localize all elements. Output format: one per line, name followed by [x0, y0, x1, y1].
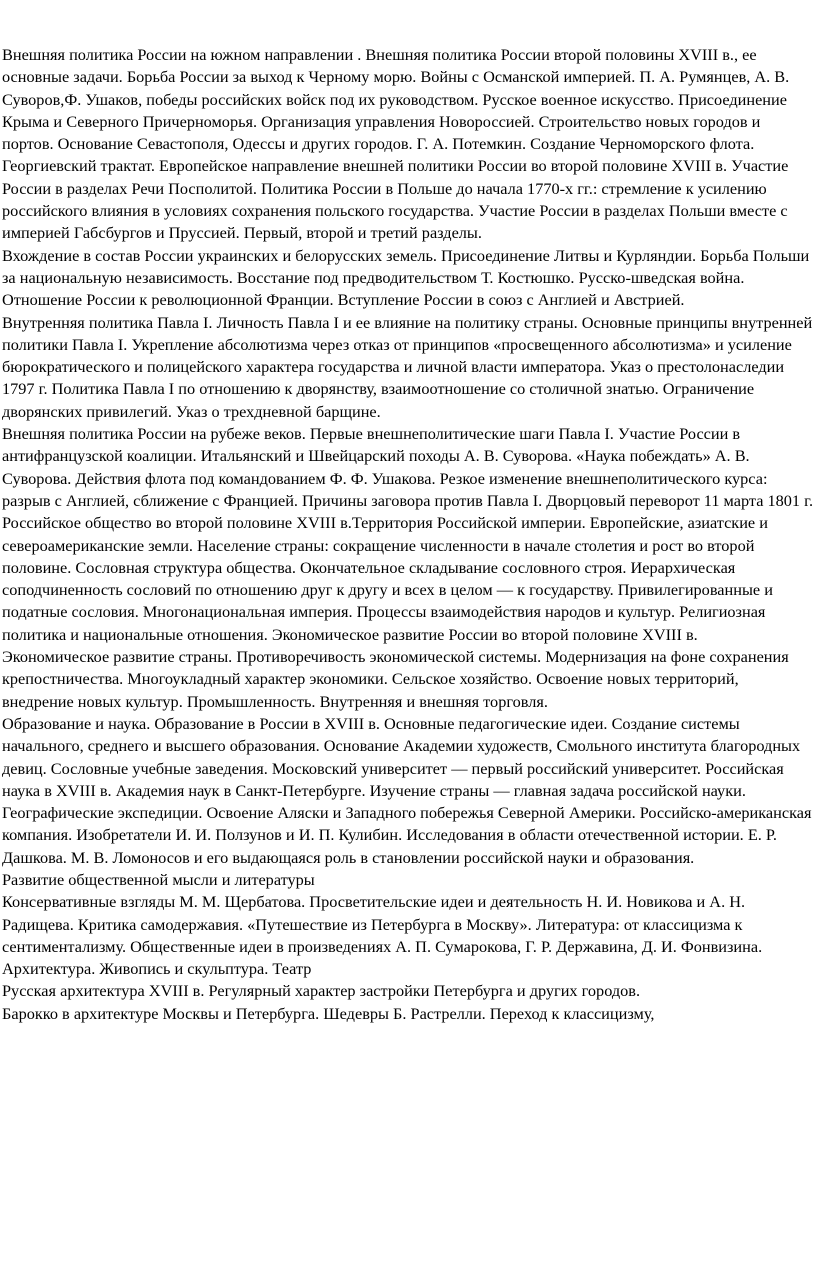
paragraph-foreign-policy-south: Внешняя политика России на южном направлении . Внешняя политика России второй половины XVIII в., ее основные задачи. Борьба России за выход к Черному морю. Войны с Османской империей. П. А. Румянцев, А. В. Суворов,Ф. Ушаков, победы российских войск под их руководством. Русское военное искусство. Присоединение Крыма и Северного Причерноморья. Организация управления Новороссией. Строительство новых городов и портов. Основание Севастополя, Одессы и других городов. Г. А. Потемкин. Создание Черноморского флота. Георгиевский трактат. Европейское направление внешней политики России во второй половине XVIII в. Участие России в разделах Речи Посполитой. Политика России в Польше до начала 1770-х гг.: стремление к усилению российского влияния в условиях сохранения польского государства. Участие России в разделах Польши вместе с империей Габсбургов и Пруссией. Первый, второй и третий разделы.: [2, 45, 790, 243]
paragraph-baroque: Барокко в архитектуре Москвы и Петербурга. Шедевры Б. Растрелли. Переход к классицизму,: [2, 1003, 655, 1023]
paragraph-domestic-policy-paul: Внутренняя политика Павла I. Личность Павла I и ее влияние на политику страны. Основные принципы внутренней политики Павла I. Укрепление абсолютизма через отказ от принципов «просвещенного абсолютизма» и усиление бюрократического и полицейского характера государства и личной власти императора. Указ о престолонаследии 1797 г. Политика Павла I по отношению к дворянству, взаимоотношение со столичной знатью. Ограничение дворянских привилегий. Указ о трехдневной барщине.: [2, 312, 813, 421]
heading-architecture-painting-theatre: Архитектура. Живопись и скульптура. Театр: [2, 959, 312, 979]
paragraph-ukrainian-belarusian-lands: Вхождение в состав России украинских и белорусских земель. Присоединение Литвы и Курляндии. Борьба Польши за национальную независимость. Восстание под предводительством Т. Костюшко. Русско-шведская война. Отношение России к революционной Франции. Вступление России в союз с Англией и Австрией.: [2, 245, 810, 310]
paragraph-economic-development: Экономическое развитие страны. Противоречивость экономической системы. Модернизация на фоне сохранения крепостничества. Многоукладный характер экономики. Сельское хозяйство. Освоение новых территорий, внедрение новых культур. Промышленность. Внутренняя и внешняя торговля.: [2, 647, 789, 711]
paragraph-foreign-policy-turn-of-century: Внешняя политика России на рубеже веков. Первые внешнеполитические шаги Павла I. Участие России в антифранцузской коалиции. Итальянский и Швейцарский походы А. В. Суворова. «Наука побеждать» А. В. Суворова. Действия флота под командованием Ф. Ф. Ушакова. Резкое изменение внешнеполитического курса: разрыв с Англией, сближение с Францией. Причины заговора против Павла I. Дворцовый переворот 11 марта 1801 г.: [2, 424, 814, 510]
paragraph-conservative-views: Консервативные взгляды М. М. Щербатова. Просветительские идеи и деятельность Н. И. Новикова и А. Н. Радищева. Критика самодержавия. «Путешествие из Петербурга в Москву». Литература: от классицизма к сентиментализму. Общественные идеи в произведениях А. П. Сумарокова, Г. Р. Державина, Д. И. Фонвизина.: [2, 892, 763, 956]
paragraph-russian-architecture: Русская архитектура XVIII в. Регулярный характер застройки Петербурга и других городов.: [2, 981, 641, 1001]
paragraph-russian-society: Российское общество во второй половине XVIII в.Территория Российской империи. Европейские, азиатские и североамериканские земли. Население страны: сокращение численности в начале столетия и рост во второй половине. Сословная структура общества. Окончательное складывание сословного строя. Иерархическая соподчиненность сословий по отношению друг к другу и всех в целом — к государству. Привилегированные и податные сословия. Многонациональная империя. Процессы взаимодействия народов и культур. Религиозная политика и национальные отношения. Экономическое развитие России во второй половине XVIII в.: [2, 513, 773, 644]
paragraph-education-science: Образование и наука. Образование в России в XVIII в. Основные педагогические идеи. Создание системы начального, среднего и высшего образования. Основание Академии художеств, Смольного института благородных девиц. Сословные учебные заведения. Московский университет — первый российский университет. Российская наука в XVIII в. Академия наук в Санкт-Петербурге. Изучение страны — главная задача российской науки. Географические экспедиции. Освоение Аляски и Западного побережья Северной Америки. Российско-американская компания. Изобретатели И. И. Ползунов и И. П. Кулибин. Исследования в области отечественной истории. Е. Р. Дашкова. М. В. Ломоносов и его выдающаяся роль в становлении российской науки и образования.: [2, 713, 812, 867]
heading-social-thought-literature: Развитие общественной мысли и литературы: [2, 869, 315, 889]
